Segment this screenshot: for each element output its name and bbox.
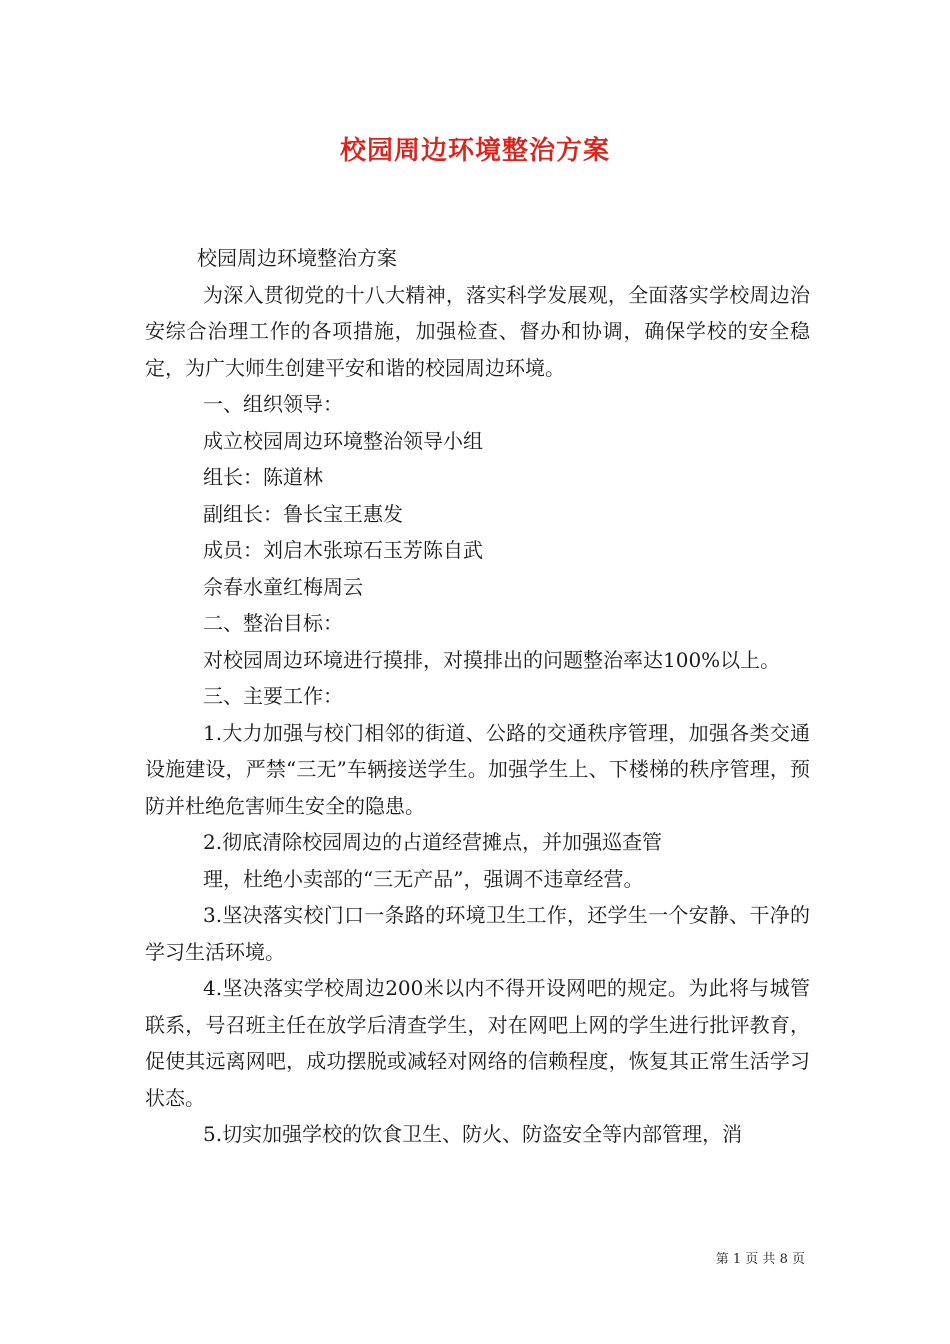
footer-prefix: 第 [715,1252,729,1267]
leadership-group-line: 成立校园周边环境整治领导小组 [203,428,483,453]
goals-paragraph: 对校园周边环境进行摸排，对摸排出的问题整治率达100%以上。 [203,647,781,672]
group-leader-line: 组长：陈道林 [203,465,323,489]
subtitle-paragraph: 校园周边环境整治方案 [197,246,397,270]
section-heading-goals: 二、整治目标： [203,611,343,635]
footer-current-page: 1 [732,1252,742,1267]
section-heading-leadership: 一、组织领导： [203,392,343,416]
deputy-leader-line: 副组长：鲁长宝王惠发 [203,501,403,526]
work-item-3: 3.坚决落实校门口一条路的环境卫生工作，还学生一个安静、干净的学习生活环境。 [145,903,810,964]
members-line-continued: 佘春水童红梅周云 [203,574,363,599]
work-item-1: 1.大力加强与校门相邻的街道、公路的交通秩序管理，加强各类交通设施建设，严禁“三无”车辆接送学生。加强学生上、下楼梯的秩序管理，预防并杜绝危害师生安全的隐患。 [145,720,810,818]
members-line: 成员：刘启木张琼石玉芳陈自武 [203,538,483,562]
intro-paragraph: 为深入贯彻党的十八大精神，落实科学发展观，全面落实学校周边治安综合治理工作的各项措施，加强检查、督办和协调，确保学校的安全稳定，为广大师生创建平安和谐的校园周边环境。 [145,282,810,380]
document-title: 校园周边环境整治方案 [339,136,610,166]
footer-suffix: 页 [791,1252,805,1267]
work-item-2-continued: 理，杜绝小卖部的“三无产品”，强调不违章经营。 [203,866,644,891]
section-heading-main-work: 三、主要工作： [203,684,343,708]
work-item-2: 2.彻底清除校园周边的占道经营摊点，并加强巡查管 [203,830,663,854]
footer-middle: 页 共 [745,1252,776,1267]
footer-total-pages: 8 [779,1252,788,1267]
work-item-5: 5.切实加强学校的饮食卫生、防火、防盗安全等内部管理，消 [203,1122,743,1146]
document-body [145,240,810,1153]
page-footer [716,1248,805,1267]
work-item-4: 4.坚决落实学校周边200米以内不得开设网吧的规定。为此将与城管联系，号召班主任在放学后清查学生，对在网吧上网的学生进行批评教育，促使其远离网吧，成功摆脱或减轻对网络的信赖程度，恢复其正常生活学习状态。 [145,976,810,1110]
